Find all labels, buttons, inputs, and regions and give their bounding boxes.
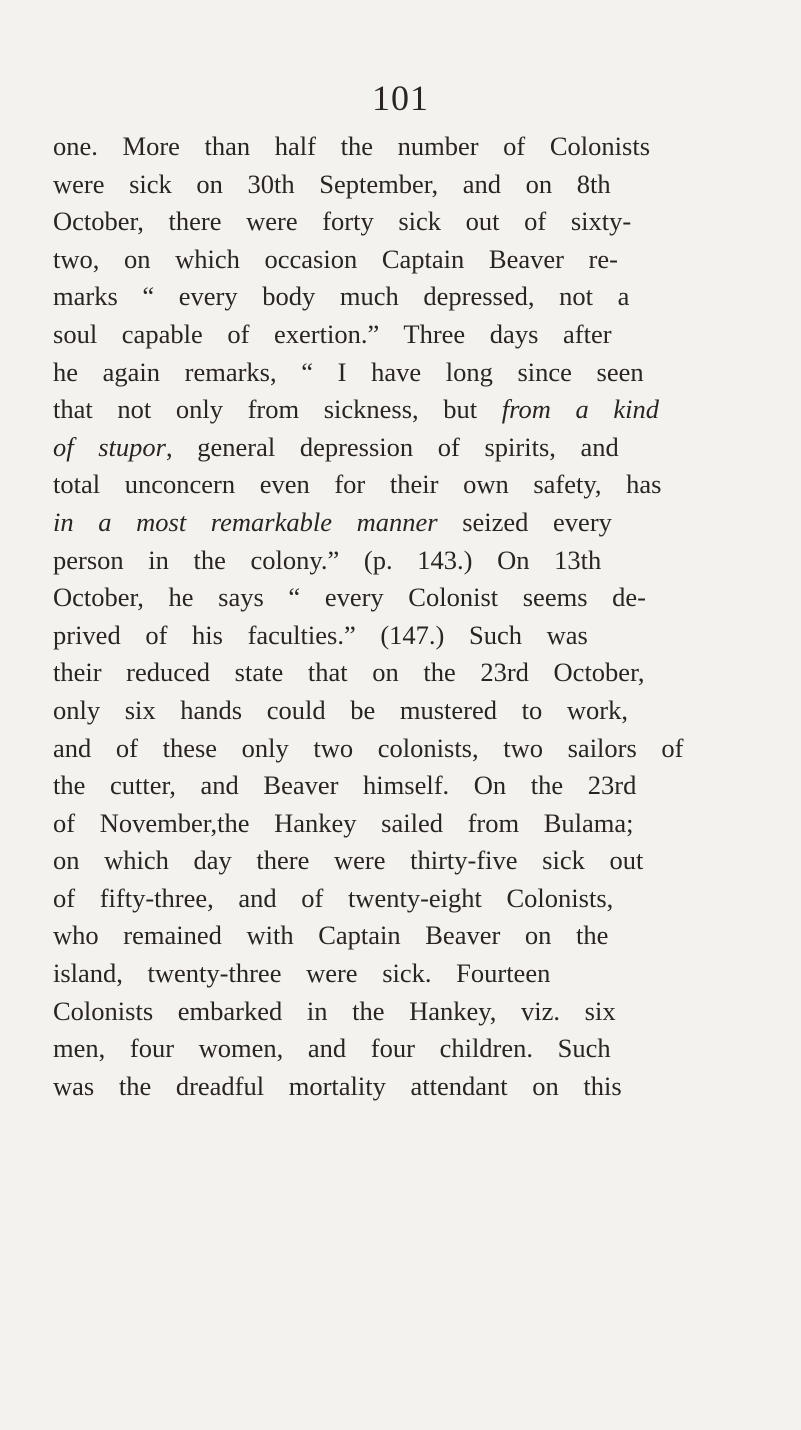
text-segment: on which day there were thirty-five sick out bbox=[53, 845, 644, 876]
text-line bbox=[53, 1068, 769, 1106]
text-line bbox=[53, 993, 769, 1031]
text-segment: soul capable of exertion.” Three days after bbox=[53, 318, 612, 349]
text-line bbox=[53, 542, 769, 580]
text-line bbox=[53, 429, 769, 467]
text-segment: of fifty-three, and of twenty-eight Colonists, bbox=[53, 882, 614, 913]
text-segment: was the dreadful mortality attendant on this bbox=[53, 1070, 622, 1101]
text-line bbox=[53, 617, 769, 655]
italic-text: from a kind bbox=[501, 394, 660, 425]
page-number: 101 bbox=[372, 78, 429, 118]
text-line bbox=[53, 128, 769, 166]
text-line bbox=[53, 805, 769, 843]
text-line bbox=[53, 579, 769, 617]
text-segment: were sick on 30th September, and on 8th bbox=[53, 168, 611, 199]
text-line bbox=[53, 917, 769, 955]
text-segment: , general depression of spirits, and bbox=[165, 431, 619, 462]
italic-text: in a most remarkable manner bbox=[53, 506, 438, 537]
text-segment: person in the colony.” (p. 143.) On 13th bbox=[53, 544, 602, 575]
text-line bbox=[53, 241, 769, 279]
text-line bbox=[53, 278, 769, 316]
text-segment: Colonists embarked in the Hankey, viz. six bbox=[53, 995, 616, 1026]
text-line bbox=[53, 955, 769, 993]
text-line bbox=[53, 1030, 769, 1068]
text-segment: October, he says “ every Colonist seems de- bbox=[53, 582, 646, 613]
text-segment: and of these only two colonists, two sailors of bbox=[53, 732, 684, 763]
text-line bbox=[53, 466, 769, 504]
text-segment: that not only from sickness, but bbox=[53, 394, 502, 425]
text-segment: men, four women, and four children. Such bbox=[53, 1033, 611, 1064]
italic-text: of stupor bbox=[53, 431, 166, 462]
text-line bbox=[53, 391, 769, 429]
text-segment: the cutter, and Beaver himself. On the 23rd bbox=[53, 770, 637, 801]
text-segment: of November,the Hankey sailed from Bulama; bbox=[53, 807, 634, 838]
text-segment: prived of his faculties.” (147.) Such was bbox=[53, 619, 588, 650]
text-segment: island, twenty-three were sick. Fourteen bbox=[53, 958, 551, 989]
text-line bbox=[53, 504, 769, 542]
text-line bbox=[53, 354, 769, 392]
text-segment: one. More than half the number of Colonists bbox=[53, 131, 651, 161]
text-line bbox=[53, 654, 769, 692]
text-segment: total unconcern even for their own safety, has bbox=[53, 469, 662, 500]
text-line bbox=[53, 692, 769, 730]
text-line bbox=[53, 316, 769, 354]
text-segment: two, on which occasion Captain Beaver re- bbox=[53, 243, 618, 274]
text-segment: who remained with Captain Beaver on the bbox=[53, 920, 609, 951]
text-segment: their reduced state that on the 23rd October, bbox=[53, 657, 645, 688]
text-segment: October, there were forty sick out of sixty- bbox=[53, 206, 632, 237]
text-line bbox=[53, 880, 769, 918]
text-segment: marks “ every body much depressed, not a bbox=[53, 281, 630, 312]
text-segment: only six hands could be mustered to work, bbox=[53, 694, 628, 725]
text-line bbox=[53, 166, 769, 204]
text-segment: seized every bbox=[437, 506, 612, 537]
body-text bbox=[53, 128, 769, 1105]
text-line bbox=[53, 767, 769, 805]
text-segment: he again remarks, “ I have long since seen bbox=[53, 356, 644, 387]
text-line bbox=[53, 842, 769, 880]
text-line bbox=[53, 730, 769, 768]
text-line bbox=[53, 203, 769, 241]
